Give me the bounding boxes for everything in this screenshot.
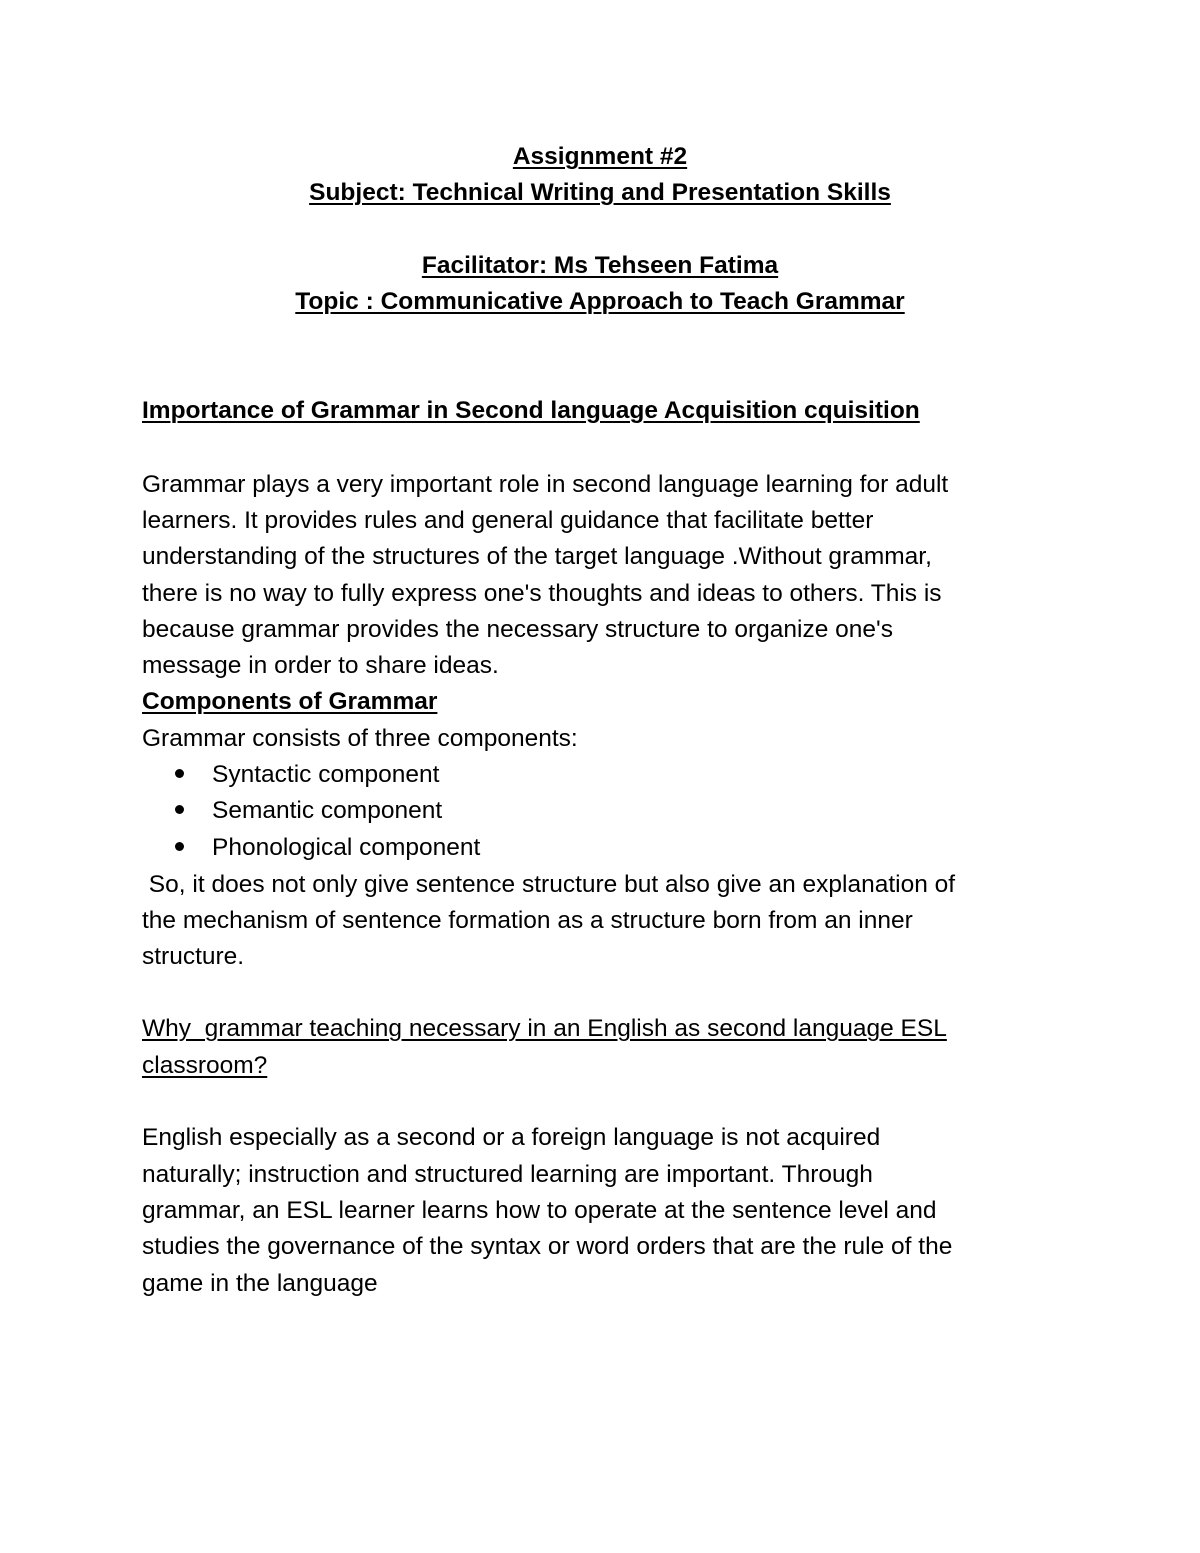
section-heading-importance: Importance of Grammar in Second language Acquisition cquisition [142, 397, 920, 424]
paragraph-line: studies the governance of the syntax or word orders that are the rule of the [142, 1233, 953, 1260]
section-heading-why-cont: classroom? [142, 1052, 268, 1079]
paragraph-line: there is no way to fully express one's thoughts and ideas to others. This is [142, 580, 942, 607]
section-heading-why: Why grammar teaching necessary in an English as second language ESL [142, 1015, 947, 1042]
list-item [175, 760, 439, 790]
paragraph-line: game in the language [142, 1270, 378, 1297]
paragraph-line: the mechanism of sentence formation as a structure born from an inner [142, 907, 913, 934]
paragraph-line: message in order to share ideas. [142, 652, 499, 679]
list-item [175, 833, 480, 863]
list-item-label: Syntactic component [212, 761, 440, 788]
paragraph-line: Grammar plays a very important role in second language learning for adult [142, 471, 949, 498]
paragraph-line: learners. It provides rules and general guidance that facilitate better [142, 507, 874, 534]
bullet-icon [175, 769, 184, 778]
paragraph-line: So, it does not only give sentence structure but also give an explanation of [142, 871, 956, 898]
bullet-icon [175, 805, 184, 814]
paragraph-line: structure. [142, 943, 245, 970]
paragraph-line: because grammar provides the necessary structure to organize one's [142, 616, 893, 643]
paragraph-line: naturally; instruction and structured learning are important. Through [142, 1161, 873, 1188]
paragraph-line: understanding of the structures of the target language .Without grammar, [142, 543, 932, 570]
components-intro: Grammar consists of three components: [142, 725, 578, 752]
assignment-title: Assignment #2 [512, 143, 688, 170]
paragraph-line: English especially as a second or a foreign language is not acquired [142, 1124, 881, 1151]
list-item-label: Semantic component [212, 797, 443, 824]
facilitator-line: Facilitator: Ms Tehseen Fatima [421, 252, 779, 279]
section-heading-components: Components of Grammar [142, 688, 438, 715]
topic-line: Topic : Communicative Approach to Teach Grammar [295, 288, 905, 315]
list-item-label: Phonological component [212, 834, 481, 861]
bullet-icon [175, 842, 184, 851]
paragraph-line: grammar, an ESL learner learns how to operate at the sentence level and [142, 1197, 937, 1224]
subject-line: Subject: Technical Writing and Presentation Skills [309, 179, 891, 206]
list-item [175, 796, 442, 826]
